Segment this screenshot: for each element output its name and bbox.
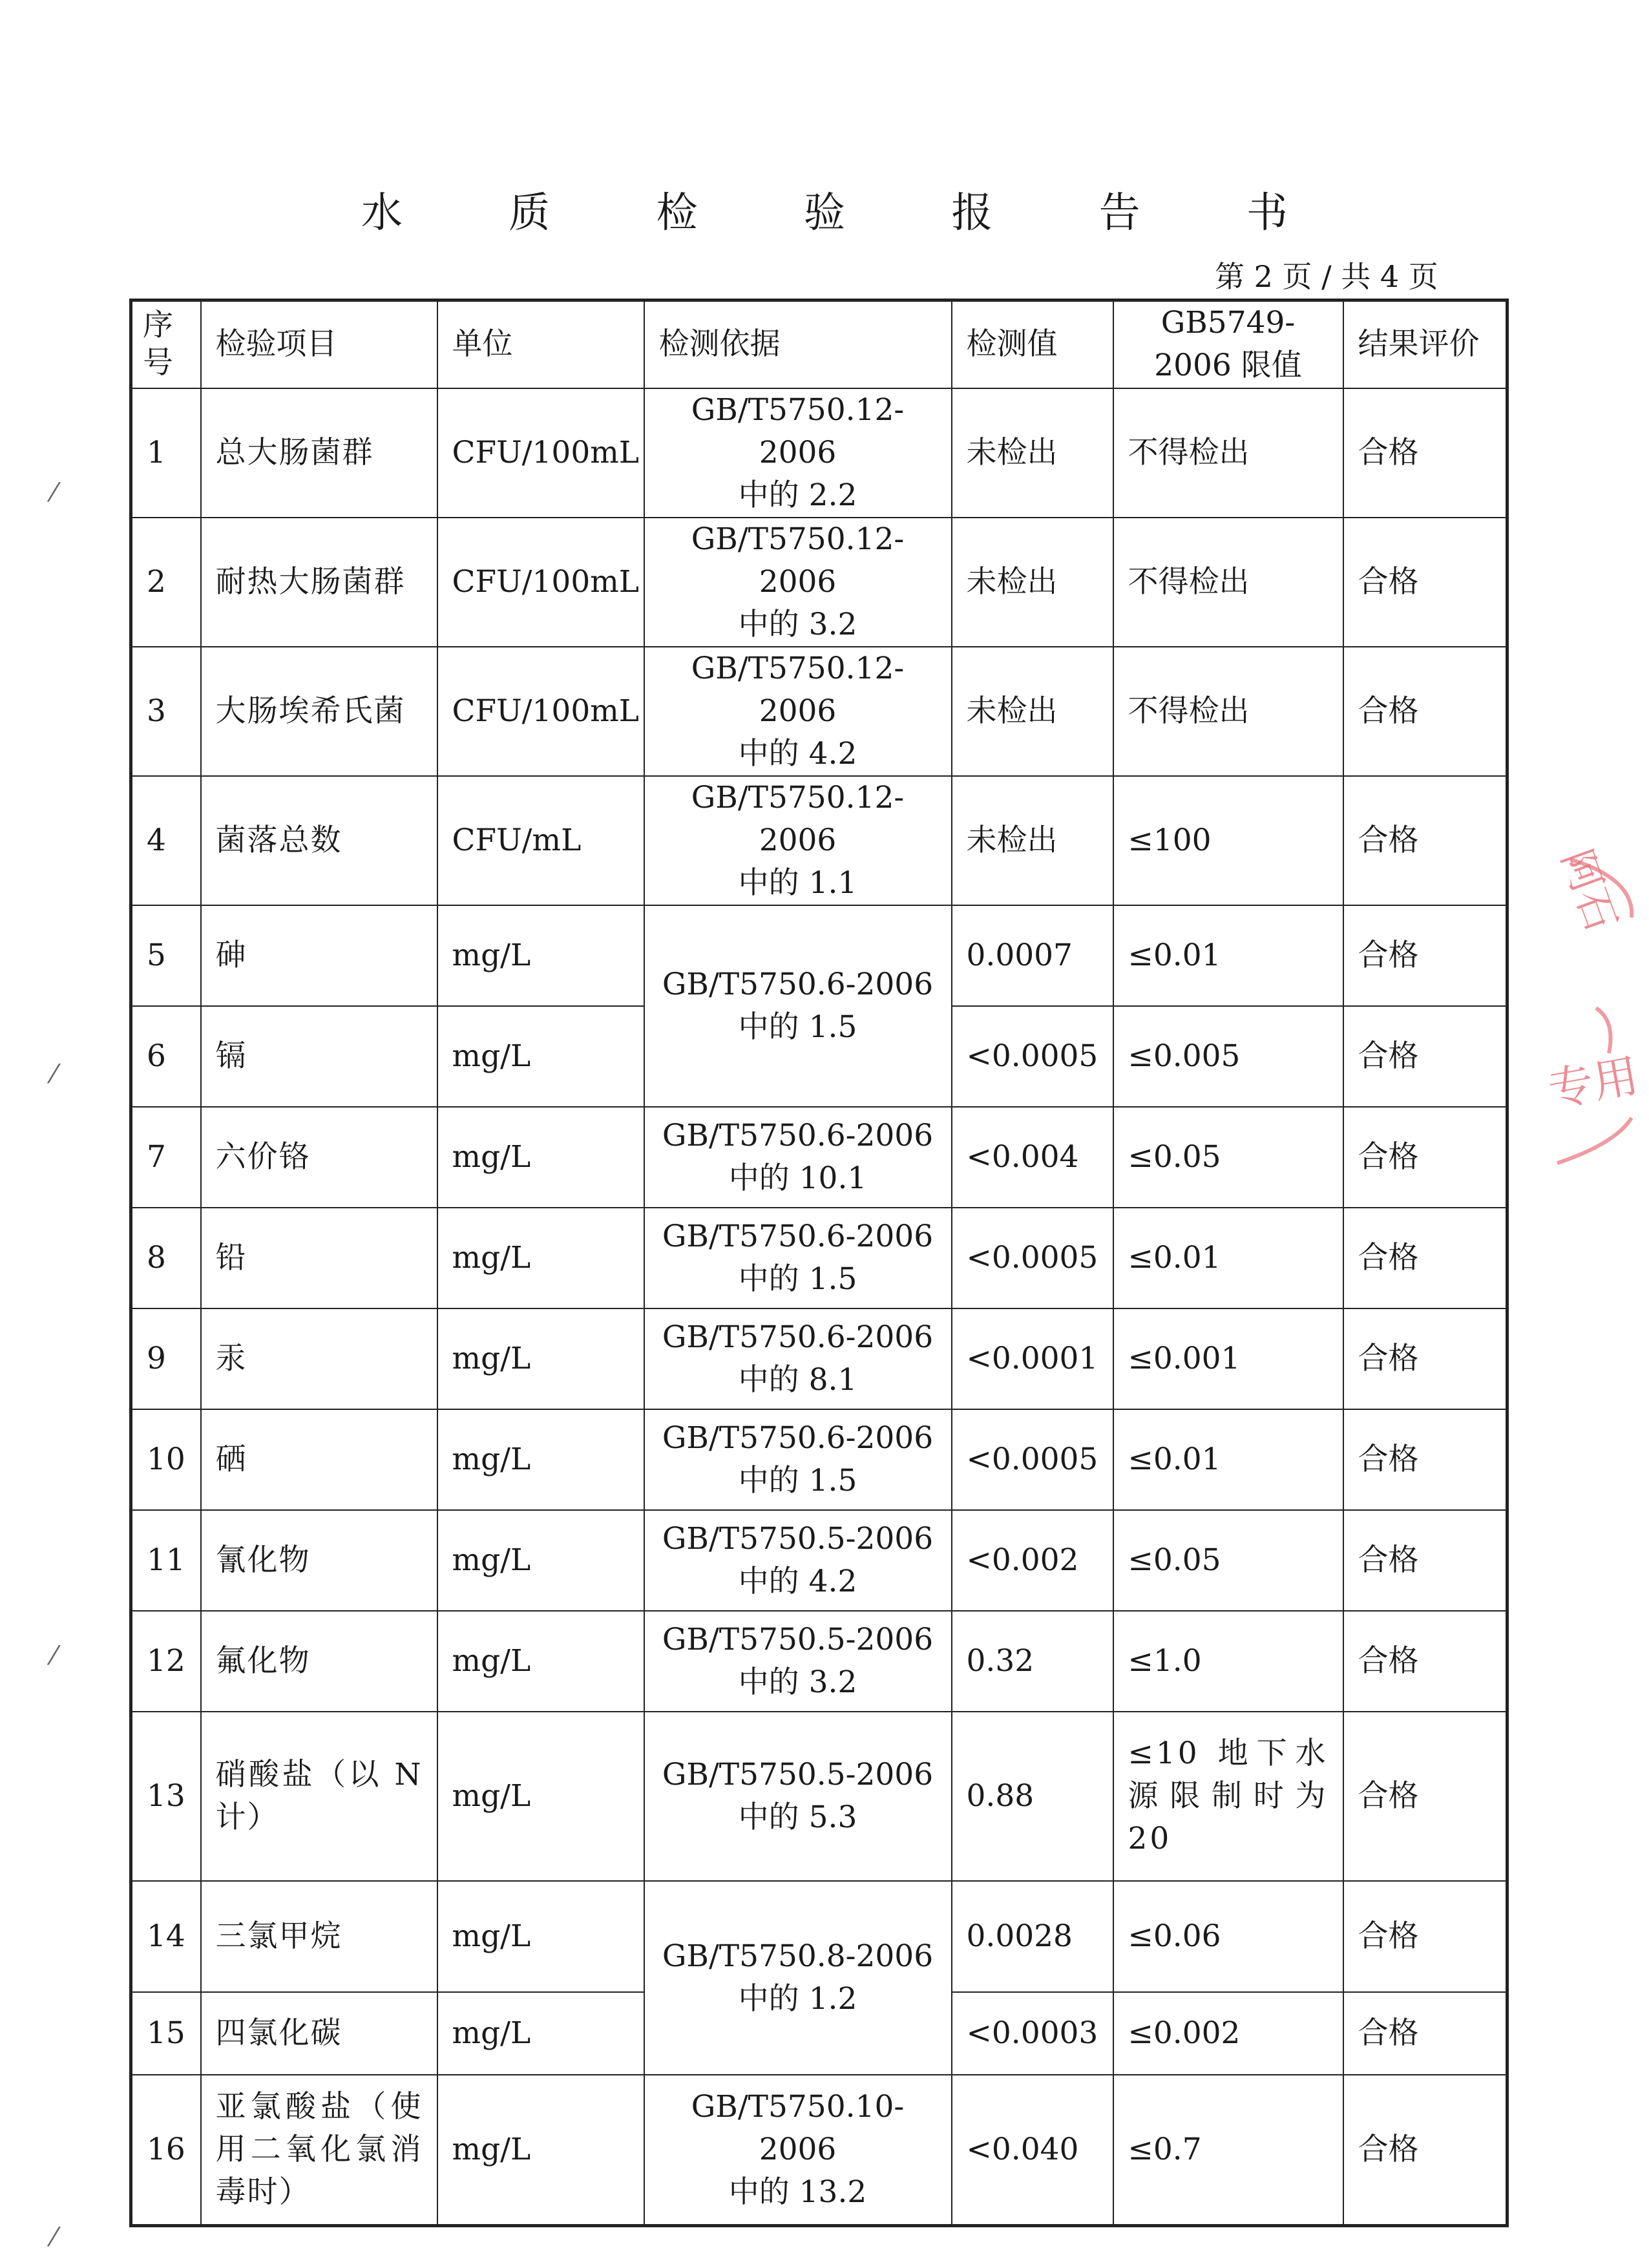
cell-item: 氟化物 — [201, 1611, 437, 1712]
cell-basis: GB/T5750.8-2006 中的 1.2 — [644, 1881, 952, 2075]
cell-unit: mg/L — [437, 1308, 644, 1409]
cell-limit: ≤0.002 — [1113, 1992, 1343, 2075]
cell-item: 三氯甲烷 — [201, 1881, 437, 1992]
cell-value: <0.0003 — [952, 1992, 1113, 2075]
cell-result: 合格 — [1343, 1510, 1507, 1611]
cell-limit: ≤1.0 — [1113, 1611, 1343, 1712]
cell-unit: mg/L — [437, 2075, 644, 2226]
cell-limit: ≤0.7 — [1113, 2075, 1343, 2226]
cell-basis: GB/T5750.12-2006 中的 1.1 — [644, 776, 952, 905]
cell-basis: GB/T5750.12-2006 中的 4.2 — [644, 647, 952, 776]
cell-item: 铅 — [201, 1208, 437, 1308]
cell-value: <0.0005 — [952, 1208, 1113, 1308]
cell-unit: mg/L — [437, 1510, 644, 1611]
header-unit: 单位 — [437, 300, 644, 388]
cell-limit: ≤0.005 — [1113, 1006, 1343, 1107]
header-seq: 序号 — [131, 300, 201, 388]
scan-speck: ⁄ — [52, 2223, 56, 2252]
cell-unit: mg/L — [437, 1992, 644, 2075]
cell-seq: 16 — [131, 2075, 201, 2226]
cell-result: 合格 — [1343, 1409, 1507, 1510]
cell-result: 合格 — [1343, 1611, 1507, 1712]
cell-seq: 8 — [131, 1208, 201, 1308]
cell-limit: 不得检出 — [1113, 388, 1343, 518]
cell-unit: CFU/100mL — [437, 388, 644, 518]
cell-result: 合格 — [1343, 1712, 1507, 1881]
cell-value: 未检出 — [952, 647, 1113, 776]
cell-seq: 12 — [131, 1611, 201, 1712]
cell-limit: ≤100 — [1113, 776, 1343, 905]
cell-seq: 15 — [131, 1992, 201, 2075]
table-row — [131, 2075, 1507, 2226]
cell-unit: mg/L — [437, 1208, 644, 1308]
header-value: 检测值 — [952, 300, 1113, 388]
cell-unit: mg/L — [437, 905, 644, 1006]
cell-result: 合格 — [1343, 1208, 1507, 1308]
table-row — [131, 518, 1507, 647]
cell-basis: GB/T5750.10-2006 中的 13.2 — [644, 2075, 952, 2226]
cell-seq: 4 — [131, 776, 201, 905]
table-row — [131, 1611, 1507, 1712]
table-header-row — [131, 300, 1507, 388]
cell-item: 总大肠菌群 — [201, 388, 437, 518]
table-row — [131, 647, 1507, 776]
cell-basis: GB/T5750.5-2006 中的 5.3 — [644, 1712, 952, 1881]
cell-basis: GB/T5750.6-2006 中的 8.1 — [644, 1308, 952, 1409]
cell-seq: 3 — [131, 647, 201, 776]
table-row — [131, 388, 1507, 518]
cell-item: 砷 — [201, 905, 437, 1006]
cell-item: 大肠埃希氏菌 — [201, 647, 437, 776]
cell-basis: GB/T5750.12-2006 中的 3.2 — [644, 518, 952, 647]
cell-seq: 9 — [131, 1308, 201, 1409]
table-row — [131, 1409, 1507, 1510]
cell-item: 六价铬 — [201, 1107, 437, 1208]
cell-unit: mg/L — [437, 1712, 644, 1881]
cell-unit: mg/L — [437, 1006, 644, 1107]
cell-basis: GB/T5750.12-2006 中的 2.2 — [644, 388, 952, 518]
cell-result: 合格 — [1343, 905, 1507, 1006]
seal-stamp — [1518, 840, 1641, 1176]
cell-unit: mg/L — [437, 1409, 644, 1510]
stamp-text-top: 阿石 — [1551, 843, 1626, 938]
cell-result: 合格 — [1343, 1006, 1507, 1107]
cell-result: 合格 — [1343, 647, 1507, 776]
cell-result: 合格 — [1343, 776, 1507, 905]
cell-value: <0.040 — [952, 2075, 1113, 2226]
page-number: 第 2 页 / 共 4 页 — [1215, 259, 1438, 294]
cell-limit: ≤0.01 — [1113, 905, 1343, 1006]
cell-item: 耐热大肠菌群 — [201, 518, 437, 647]
cell-seq: 1 — [131, 388, 201, 518]
cell-seq: 14 — [131, 1881, 201, 1992]
cell-value: <0.0005 — [952, 1006, 1113, 1107]
stamp-text-bottom: 专用 — [1544, 1049, 1643, 1117]
cell-value: 0.0007 — [952, 905, 1113, 1006]
cell-limit: ≤0.05 — [1113, 1107, 1343, 1208]
table-row — [131, 1208, 1507, 1308]
cell-unit: CFU/mL — [437, 776, 644, 905]
header-result: 结果评价 — [1343, 300, 1507, 388]
cell-result: 合格 — [1343, 2075, 1507, 2226]
cell-item: 四氯化碳 — [201, 1992, 437, 2075]
cell-limit: ≤0.06 — [1113, 1881, 1343, 1992]
cell-value: 0.32 — [952, 1611, 1113, 1712]
table-row — [131, 776, 1507, 905]
cell-result: 合格 — [1343, 1308, 1507, 1409]
cell-value: <0.0001 — [952, 1308, 1113, 1409]
cell-basis: GB/T5750.5-2006 中的 3.2 — [644, 1611, 952, 1712]
cell-value: 未检出 — [952, 776, 1113, 905]
scan-speck: ⁄ — [52, 1641, 56, 1671]
cell-seq: 5 — [131, 905, 201, 1006]
cell-result: 合格 — [1343, 1881, 1507, 1992]
scan-speck: ⁄ — [52, 1060, 56, 1089]
cell-limit: 不得检出 — [1113, 647, 1343, 776]
cell-unit: CFU/100mL — [437, 647, 644, 776]
cell-seq: 6 — [131, 1006, 201, 1107]
cell-basis: GB/T5750.6-2006 中的 1.5 — [644, 1409, 952, 1510]
cell-limit: ≤0.01 — [1113, 1409, 1343, 1510]
table-row — [131, 905, 1507, 1006]
cell-limit: ≤0.01 — [1113, 1208, 1343, 1308]
cell-seq: 2 — [131, 518, 201, 647]
cell-unit: mg/L — [437, 1881, 644, 1992]
cell-limit: ≤0.05 — [1113, 1510, 1343, 1611]
cell-value: 0.0028 — [952, 1881, 1113, 1992]
table-row — [131, 1881, 1507, 1992]
cell-seq: 13 — [131, 1712, 201, 1881]
cell-value: 0.88 — [952, 1712, 1113, 1881]
cell-result: 合格 — [1343, 518, 1507, 647]
cell-result: 合格 — [1343, 1992, 1507, 2075]
header-basis: 检测依据 — [644, 300, 952, 388]
cell-unit: mg/L — [437, 1107, 644, 1208]
cell-limit: ≤0.001 — [1113, 1308, 1343, 1409]
header-limit: GB5749-2006 限值 — [1113, 300, 1343, 388]
cell-item: 汞 — [201, 1308, 437, 1409]
cell-basis: GB/T5750.6-2006 中的 10.1 — [644, 1107, 952, 1208]
cell-basis: GB/T5750.6-2006 中的 1.5 — [644, 1208, 952, 1308]
table-row — [131, 1712, 1507, 1881]
cell-value: 未检出 — [952, 388, 1113, 518]
cell-item: 亚氯酸盐（使用二氧化氯消毒时） — [201, 2075, 437, 2226]
cell-item: 氰化物 — [201, 1510, 437, 1611]
cell-seq: 7 — [131, 1107, 201, 1208]
table-row — [131, 1510, 1507, 1611]
cell-limit: 不得检出 — [1113, 518, 1343, 647]
cell-value: <0.004 — [952, 1107, 1113, 1208]
cell-item: 硒 — [201, 1409, 437, 1510]
cell-limit: ≤10 地下水源限制时为20 — [1113, 1712, 1343, 1881]
cell-item: 镉 — [201, 1006, 437, 1107]
cell-result: 合格 — [1343, 1107, 1507, 1208]
cell-basis: GB/T5750.6-2006 中的 1.5 — [644, 905, 952, 1107]
header-item: 检验项目 — [201, 300, 437, 388]
cell-value: <0.002 — [952, 1510, 1113, 1611]
cell-item: 菌落总数 — [201, 776, 437, 905]
cell-result: 合格 — [1343, 388, 1507, 518]
inspection-table — [129, 299, 1509, 2227]
table-row — [131, 1308, 1507, 1409]
cell-unit: mg/L — [437, 1611, 644, 1712]
cell-value: <0.0005 — [952, 1409, 1113, 1510]
report-title: 水 质 检 验 报 告 书 — [361, 189, 1335, 237]
scan-speck: ⁄ — [52, 478, 56, 508]
table-row — [131, 1107, 1507, 1208]
cell-item: 硝酸盐（以 N 计） — [201, 1712, 437, 1881]
cell-basis: GB/T5750.5-2006 中的 4.2 — [644, 1510, 952, 1611]
cell-seq: 11 — [131, 1510, 201, 1611]
cell-seq: 10 — [131, 1409, 201, 1510]
cell-value: 未检出 — [952, 518, 1113, 647]
cell-unit: CFU/100mL — [437, 518, 644, 647]
